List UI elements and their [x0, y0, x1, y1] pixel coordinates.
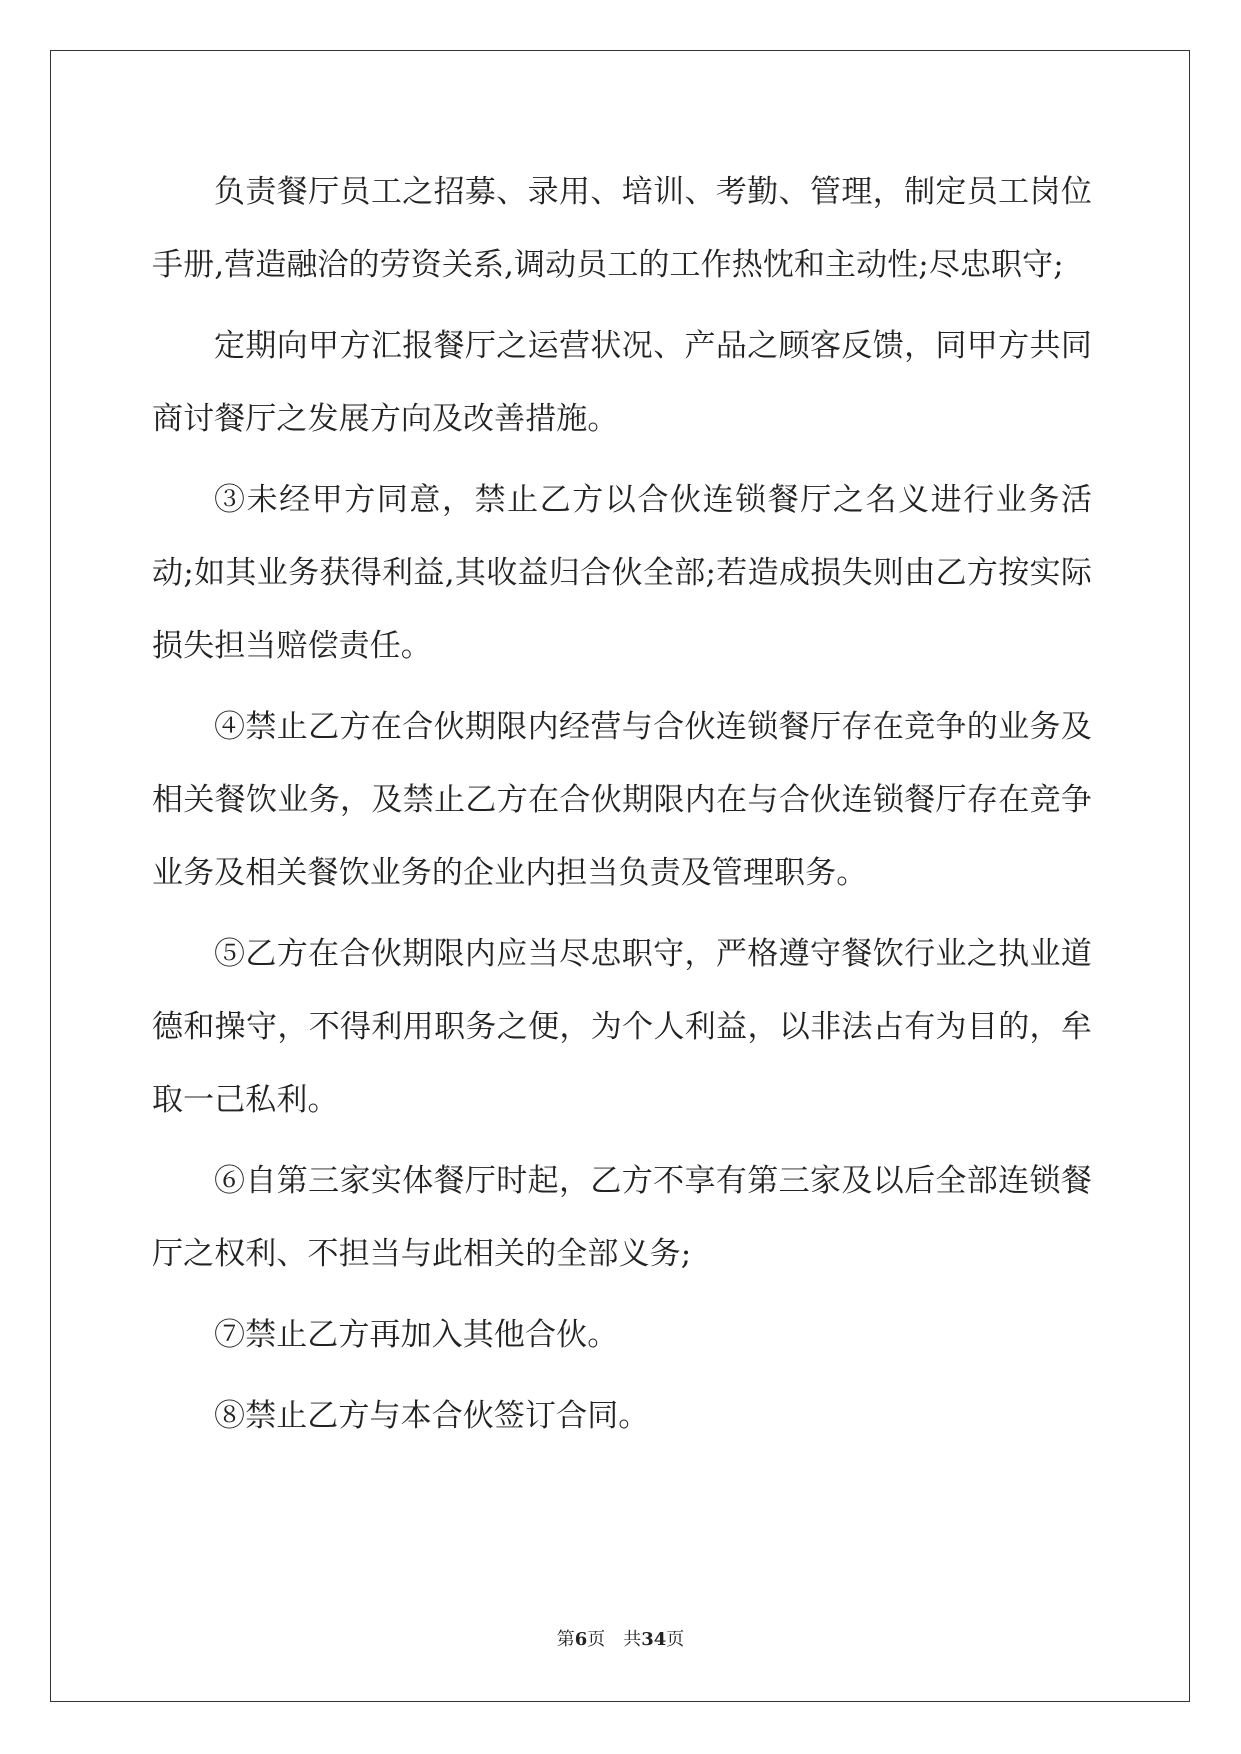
paragraph-5: ⑤乙方在合伙期限内应当尽忠职守，严格遵守餐饮行业之执业道德和操守，不得利用职务之便，为个人利益，以非法占有为目的，牟取一己私利。	[152, 936, 1092, 1118]
paragraph-1: 负责餐厅员工之招募、录用、培训、考勤、管理，制定员工岗位手册,营造融洽的劳资关系,调动员工的工作热忱和主动性;尽忠职守;	[152, 174, 1092, 283]
paragraph-6: ⑥自第三家实体餐厅时起，乙方不享有第三家及以后全部连锁餐厅之权利、不担当与此相关的全部义务;	[152, 1163, 1092, 1272]
page-prefix: 第	[556, 1629, 575, 1650]
page-suffix: 页	[587, 1629, 606, 1650]
total-prefix: 共	[623, 1629, 642, 1650]
page-number: 6	[574, 1629, 588, 1650]
paragraph-4: ④禁止乙方在合伙期限内经营与合伙连锁餐厅存在竞争的业务及相关餐饮业务，及禁止乙方在合伙期限内在与合伙连锁餐厅存在竞争业务及相关餐饮业务的企业内担当负责及管理职务。	[152, 709, 1092, 891]
page-footer	[0, 1625, 1241, 1651]
paragraph-8: ⑧禁止乙方与本合伙签订合同。	[214, 1398, 650, 1434]
paragraph-3: ③未经甲方同意，禁止乙方以合伙连锁餐厅之名义进行业务活动;如其业务获得利益,其收益归合伙全部;若造成损失则由乙方按实际损失担当赔偿责任。	[152, 482, 1092, 664]
paragraph-2: 定期向甲方汇报餐厅之运营状况、产品之顾客反馈，同甲方共同商讨餐厅之发展方向及改善措施。	[152, 328, 1092, 437]
paragraph-7: ⑦禁止乙方再加入其他合伙。	[214, 1317, 619, 1353]
total-pages: 34	[641, 1629, 667, 1650]
document-body	[152, 156, 1092, 1461]
total-suffix: 页	[666, 1629, 685, 1650]
